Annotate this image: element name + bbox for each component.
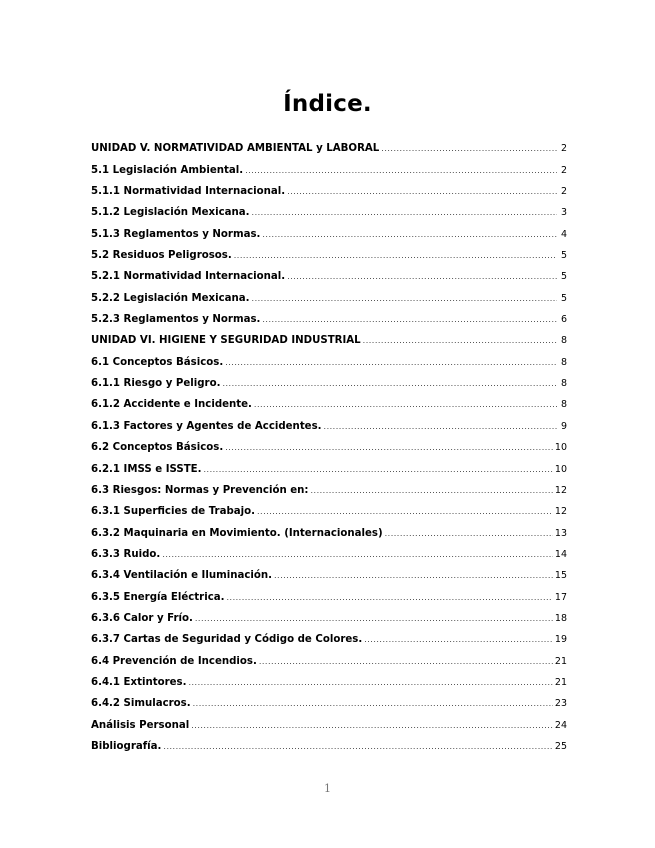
toc-entry-page: 25 [554,740,567,752]
toc-entry[interactable] [91,475,567,496]
toc-dot-leader [225,443,553,452]
toc-entry-label: 6.2.1 IMSS e ISSTE. [91,463,202,475]
toc-entry-label: UNIDAD VI. HIGIENE Y SEGURIDAD INDUSTRIAL [91,335,361,347]
toc-dot-leader [234,251,557,260]
toc-dot-leader [310,486,552,495]
toc-entry-page: 6 [560,314,567,326]
toc-dot-leader [274,571,553,580]
toc-dot-leader [162,550,553,559]
toc-entry-page: 21 [554,655,567,667]
toc-entry[interactable] [91,240,567,261]
toc-entry-label: 6.3.1 Superficies de Trabajo. [91,506,255,518]
toc-entry-page: 19 [554,634,567,646]
toc-entry-label: 5.1.3 Reglamentos y Normas. [91,228,261,240]
toc-entry-page: 10 [554,463,567,475]
toc-entry-label: 5.2.2 Legislación Mexicana. [91,292,250,304]
toc-dot-leader [222,379,557,388]
page-number: 1 [324,782,331,795]
toc-entry[interactable] [91,346,567,367]
toc-entry[interactable] [91,517,567,538]
toc-entry[interactable] [91,581,567,602]
toc-entry-label: Bibliografía. [91,740,162,752]
toc-dot-leader [324,422,557,431]
toc-entry-page: 2 [560,164,567,176]
toc-entry[interactable] [91,603,567,624]
toc-entry-label: 5.2.3 Reglamentos y Normas. [91,314,261,326]
toc-entry[interactable] [91,154,567,175]
toc-dot-leader [245,166,557,175]
toc-entry-page: 15 [554,570,567,582]
toc-entry-label: 6.3.3 Ruido. [91,548,161,560]
toc-entry[interactable] [91,304,567,325]
toc-dot-leader [364,635,553,644]
toc-entry-label: 6.3.5 Energía Eléctrica. [91,591,225,603]
toc-entry[interactable] [91,325,567,346]
page-title: Índice. [283,91,372,118]
toc-entry-page: 2 [560,143,567,155]
toc-entry-page: 13 [554,527,567,539]
toc-entry[interactable] [91,453,567,474]
toc-dot-leader [252,294,557,303]
toc-entry[interactable] [91,261,567,282]
toc-dot-leader [195,614,553,623]
toc-entry[interactable] [91,368,567,389]
toc-entry[interactable] [91,645,567,666]
toc-dot-leader [204,465,553,474]
toc-dot-leader [287,187,557,196]
toc-dot-leader [381,144,557,153]
toc-dot-leader [254,400,557,409]
toc-entry-label: UNIDAD V. NORMATIVIDAD AMBIENTAL y LABORAL [91,143,380,155]
toc-entry[interactable] [91,731,567,752]
toc-entry-label: 6.3.4 Ventilación e Iluminación. [91,570,272,582]
toc-entry-label: 5.1 Legislación Ambiental. [91,164,244,176]
toc-entry-page: 5 [560,292,567,304]
toc-entry[interactable] [91,496,567,517]
toc-entry-page: 8 [560,335,567,347]
toc-entry[interactable] [91,133,567,154]
toc-entry-page: 8 [560,378,567,390]
toc-entry-label: 5.2.1 Normatividad Internacional. [91,271,286,283]
toc-entry[interactable] [91,176,567,197]
toc-dot-leader [191,721,553,730]
toc-dot-leader [226,593,552,602]
toc-entry-page: 12 [554,484,567,496]
toc-entry-page: 21 [554,676,567,688]
toc-entry-label: 5.2 Residuos Peligrosos. [91,250,232,262]
toc-entry[interactable] [91,197,567,218]
table-of-contents [91,133,567,752]
toc-entry-label: 6.4.2 Simulacros. [91,698,191,710]
toc-entry-label: 6.1.1 Riesgo y Peligro. [91,378,221,390]
toc-entry-page: 14 [554,548,567,560]
toc-entry-page: 5 [560,250,567,262]
toc-entry-label: 5.1.2 Legislación Mexicana. [91,207,250,219]
toc-entry-page: 2 [560,186,567,198]
toc-dot-leader [262,230,557,239]
toc-entry-page: 5 [560,271,567,283]
toc-entry-page: 3 [560,207,567,219]
toc-entry[interactable] [91,667,567,688]
toc-entry-label: 5.1.1 Normatividad Internacional. [91,186,286,198]
toc-entry[interactable] [91,218,567,239]
toc-entry-label: 6.3.2 Maquinaria en Movimiento. (Internacionales) [91,527,383,539]
toc-entry[interactable] [91,539,567,560]
toc-entry[interactable] [91,282,567,303]
toc-dot-leader [257,507,553,516]
toc-entry-page: 23 [554,698,567,710]
toc-entry[interactable] [91,688,567,709]
toc-entry[interactable] [91,410,567,431]
toc-dot-leader [252,208,557,217]
toc-entry[interactable] [91,560,567,581]
toc-dot-leader [188,678,552,687]
toc-dot-leader [259,657,553,666]
toc-dot-leader [225,358,557,367]
toc-dot-leader [193,699,553,708]
toc-dot-leader [262,315,557,324]
toc-entry[interactable] [91,624,567,645]
toc-dot-leader [363,336,557,345]
toc-entry-page: 17 [554,591,567,603]
toc-entry-page: 24 [554,719,567,731]
toc-entry-label: 6.1 Conceptos Básicos. [91,356,224,368]
toc-entry-page: 18 [554,612,567,624]
toc-entry-label: 6.3.7 Cartas de Seguridad y Código de Colores. [91,634,363,646]
toc-entry-label: 6.4 Prevención de Incendios. [91,655,257,667]
toc-entry[interactable] [91,709,567,730]
toc-entry-label: Análisis Personal [91,719,190,731]
toc-entry-page: 4 [560,228,567,240]
toc-entry-page: 8 [560,399,567,411]
toc-entry-label: 6.4.1 Extintores. [91,676,187,688]
toc-entry-page: 10 [554,442,567,454]
toc-dot-leader [287,272,557,281]
toc-entry-label: 6.1.2 Accidente e Incidente. [91,399,252,411]
toc-entry[interactable] [91,432,567,453]
toc-entry-label: 6.1.3 Factores y Agentes de Accidentes. [91,420,322,432]
toc-dot-leader [163,742,553,751]
toc-entry-page: 9 [560,420,567,432]
toc-entry-page: 12 [554,506,567,518]
toc-entry[interactable] [91,389,567,410]
toc-entry-label: 6.3 Riesgos: Normas y Prevención en: [91,484,309,496]
toc-dot-leader [385,529,553,538]
toc-entry-label: 6.3.6 Calor y Frío. [91,612,193,624]
toc-entry-page: 8 [560,356,567,368]
toc-entry-label: 6.2 Conceptos Básicos. [91,442,224,454]
